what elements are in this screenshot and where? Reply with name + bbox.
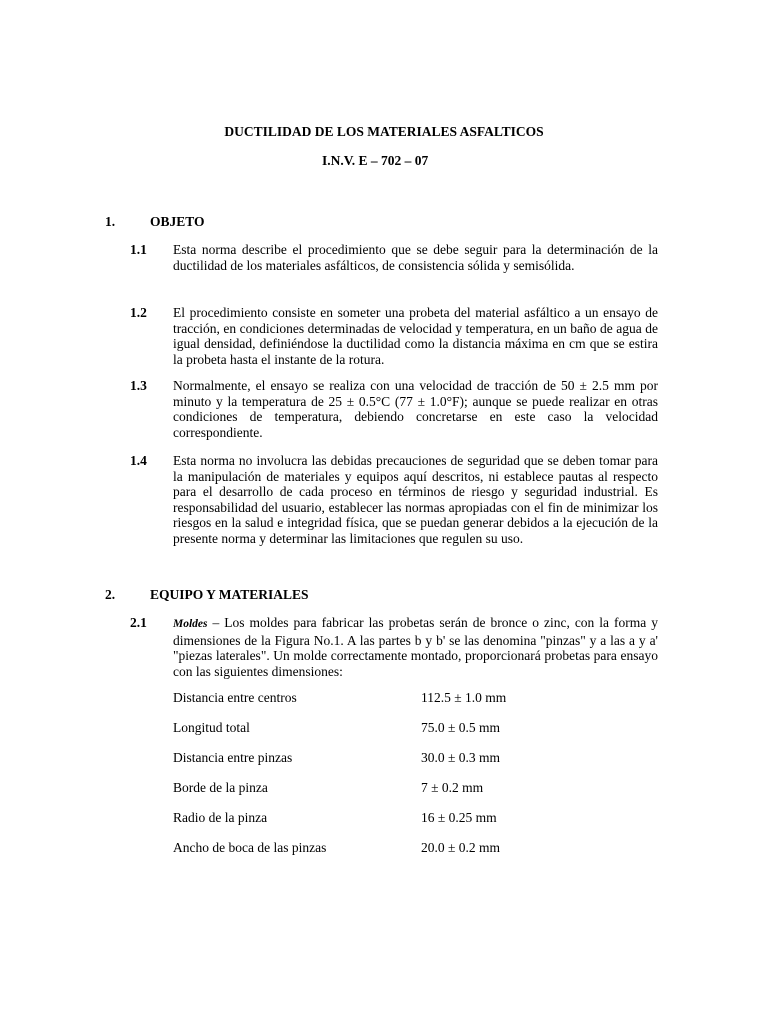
dimension-value: 112.5 ± 1.0 mm (421, 690, 507, 705)
dimension-label: Borde de la pinza (173, 780, 268, 795)
dimension-value: 20.0 ± 0.2 mm (421, 840, 501, 855)
dimension-label: Distancia entre centros (173, 690, 297, 705)
dimension-value: 75.0 ± 0.5 mm (421, 720, 501, 735)
item-number: 1.3 (130, 378, 147, 393)
paragraph-body: – Los moldes para fabricar las probetas serán de bronce o zinc, con la forma y dimensiones de la Figura No.1. A las partes b y b' se las denomina "pinzas" y a las a y a' "piezas laterales". Un molde correctamente montado, proporcionará probetas para ensayo con las siguientes dimensiones: (173, 615, 658, 679)
paragraph-1-4: Esta norma no involucra las debidas precauciones de seguridad que se deben tomar para la manipulación de materiales y equipos aquí descritos, ni establece pautas al respecto para el desarrollo de cada proceso en términos de riesgo y seguridad industrial. Es responsabilidad del usuario, establecer las normas apropiadas con el fin de minimizar los riesgos en la salud e integridad física, que se puedan generar debidos a la ejecución de la presente norma y determinar las limitaciones que regulen su uso. (173, 453, 658, 546)
item-number: 1.1 (130, 242, 147, 257)
dimension-label: Radio de la pinza (173, 810, 268, 825)
paragraph-1-1: Esta norma describe el procedimiento que se debe seguir para la determinación de la ductilidad de los materiales asfálticos, de consistencia sólida y semisólida. (173, 242, 658, 273)
item-number: 2.1 (130, 615, 147, 630)
document-code: I.N.V. E – 702 – 07 (322, 153, 429, 168)
document-title: DUCTILIDAD DE LOS MATERIALES ASFALTICOS (224, 124, 544, 139)
dimension-label: Distancia entre pinzas (173, 750, 293, 765)
paragraph-1-3: Normalmente, el ensayo se realiza con una velocidad de tracción de 50 ± 2.5 mm por minuto y la temperatura de 25 ± 0.5°C (77 ± 1.0°F); aunque se puede realizar en otras condiciones de temperatura, debiendo concretarse en este caso la velocidad correspondiente. (173, 378, 658, 440)
section-title-objeto: OBJETO (150, 214, 205, 229)
item-number: 1.2 (130, 305, 147, 320)
dimension-value: 30.0 ± 0.3 mm (421, 750, 501, 765)
section-number: 2. (105, 587, 116, 602)
dimension-value: 7 ± 0.2 mm (421, 780, 484, 795)
item-number: 1.4 (130, 453, 147, 468)
dimension-label: Longitud total (173, 720, 250, 735)
paragraph-2-1 (173, 615, 658, 679)
dimension-label: Ancho de boca de las pinzas (173, 840, 327, 855)
paragraph-1-2: El procedimiento consiste en someter una probeta del material asfáltico a un ensayo de tracción, en condiciones determinadas de velocidad y temperatura, en un baño de agua de igual densidad, definiéndose la ductilidad como la distancia máxima en cm que se estira la probeta hasta el instante de la rotura. (173, 305, 658, 367)
section-number: 1. (105, 214, 116, 229)
paragraph-lead-moldes: Moldes (173, 618, 208, 630)
dimension-value: 16 ± 0.25 mm (421, 810, 497, 825)
section-title-equipo: EQUIPO Y MATERIALES (150, 587, 309, 602)
